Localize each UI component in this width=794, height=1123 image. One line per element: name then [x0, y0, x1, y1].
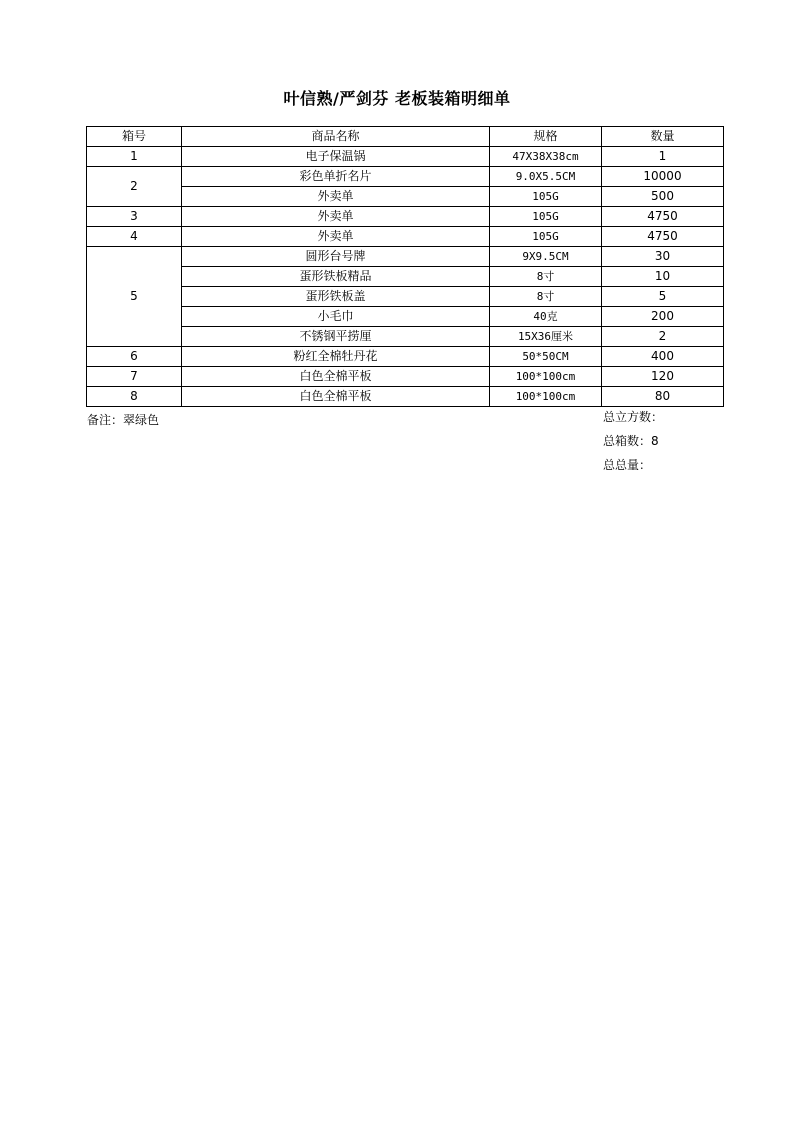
table-row: [87, 387, 724, 407]
cell-spec: 8寸: [490, 267, 602, 287]
cell-spec: 105G: [490, 227, 602, 247]
cell-quantity: 80: [602, 387, 724, 407]
cell-quantity: 10000: [602, 167, 724, 187]
cell-quantity: 400: [602, 347, 724, 367]
table-row: [87, 267, 724, 287]
cell-quantity: 200: [602, 307, 724, 327]
cell-box-no: 8: [87, 387, 182, 407]
cell-product-name: 小毛巾: [182, 307, 490, 327]
cell-product-name: 电子保温锅: [182, 147, 490, 167]
total-weight: 总总量：: [603, 458, 652, 472]
cell-product-name: 粉红全棉牡丹花: [182, 347, 490, 367]
cell-spec: 9X9.5CM: [490, 247, 602, 267]
cell-quantity: 2: [602, 327, 724, 347]
cell-box-no: 3: [87, 207, 182, 227]
cell-box-no: 7: [87, 367, 182, 387]
cell-box-no: 1: [87, 147, 182, 167]
cell-quantity: 4750: [602, 227, 724, 247]
header-spec: 规格: [490, 127, 602, 147]
cell-box-no: 6: [87, 347, 182, 367]
cell-product-name: 彩色单折名片: [182, 167, 490, 187]
cell-product-name: 圆形台号牌: [182, 247, 490, 267]
cell-product-name: 外卖单: [182, 187, 490, 207]
cell-spec: 47X38X38cm: [490, 147, 602, 167]
cell-quantity: 4750: [602, 207, 724, 227]
table-row: [87, 207, 724, 227]
cell-spec: 100*100cm: [490, 367, 602, 387]
cell-spec: 50*50CM: [490, 347, 602, 367]
cell-quantity: 1: [602, 147, 724, 167]
cell-quantity: 10: [602, 267, 724, 287]
cell-quantity: 500: [602, 187, 724, 207]
cell-product-name: 蛋形铁板盖: [182, 287, 490, 307]
table-row: [87, 347, 724, 367]
table-row: [87, 147, 724, 167]
cell-spec: 15X36厘米: [490, 327, 602, 347]
cell-product-name: 外卖单: [182, 227, 490, 247]
cell-spec: 100*100cm: [490, 387, 602, 407]
total-volume: 总立方数：: [603, 410, 664, 424]
table-row: [87, 167, 724, 187]
cell-spec: 9.0X5.5CM: [490, 167, 602, 187]
header-box-no: 箱号: [87, 127, 182, 147]
cell-quantity: 120: [602, 367, 724, 387]
cell-spec: 105G: [490, 207, 602, 227]
table-row: [87, 247, 724, 267]
cell-spec: 40克: [490, 307, 602, 327]
packing-list-table: [86, 126, 724, 407]
cell-product-name: 不锈钢平捞厘: [182, 327, 490, 347]
summary-block: [603, 409, 663, 481]
cell-product-name: 白色全棉平板: [182, 367, 490, 387]
header-product-name: 商品名称: [182, 127, 490, 147]
table-body: [87, 147, 724, 407]
cell-quantity: 5: [602, 287, 724, 307]
table-row: [87, 367, 724, 387]
table-row: [87, 287, 724, 307]
cell-box-no: 2: [87, 167, 182, 207]
cell-spec: 105G: [490, 187, 602, 207]
cell-box-no: 4: [87, 227, 182, 247]
cell-box-no: 5: [87, 247, 182, 347]
header-quantity: 数量: [602, 127, 724, 147]
cell-quantity: 30: [602, 247, 724, 267]
total-boxes: 总箱数：8: [603, 434, 659, 448]
table-row: [87, 227, 724, 247]
cell-product-name: 外卖单: [182, 207, 490, 227]
table-row: [87, 307, 724, 327]
table-row: [87, 187, 724, 207]
table-row: [87, 327, 724, 347]
document-title: 叶信熟/严剑芬 老板装箱明细单: [283, 89, 511, 108]
cell-product-name: 蛋形铁板精品: [182, 267, 490, 287]
table-header-row: [87, 127, 724, 147]
remark-note: 备注：翠绿色: [87, 413, 160, 427]
cell-product-name: 白色全棉平板: [182, 387, 490, 407]
cell-spec: 8寸: [490, 287, 602, 307]
